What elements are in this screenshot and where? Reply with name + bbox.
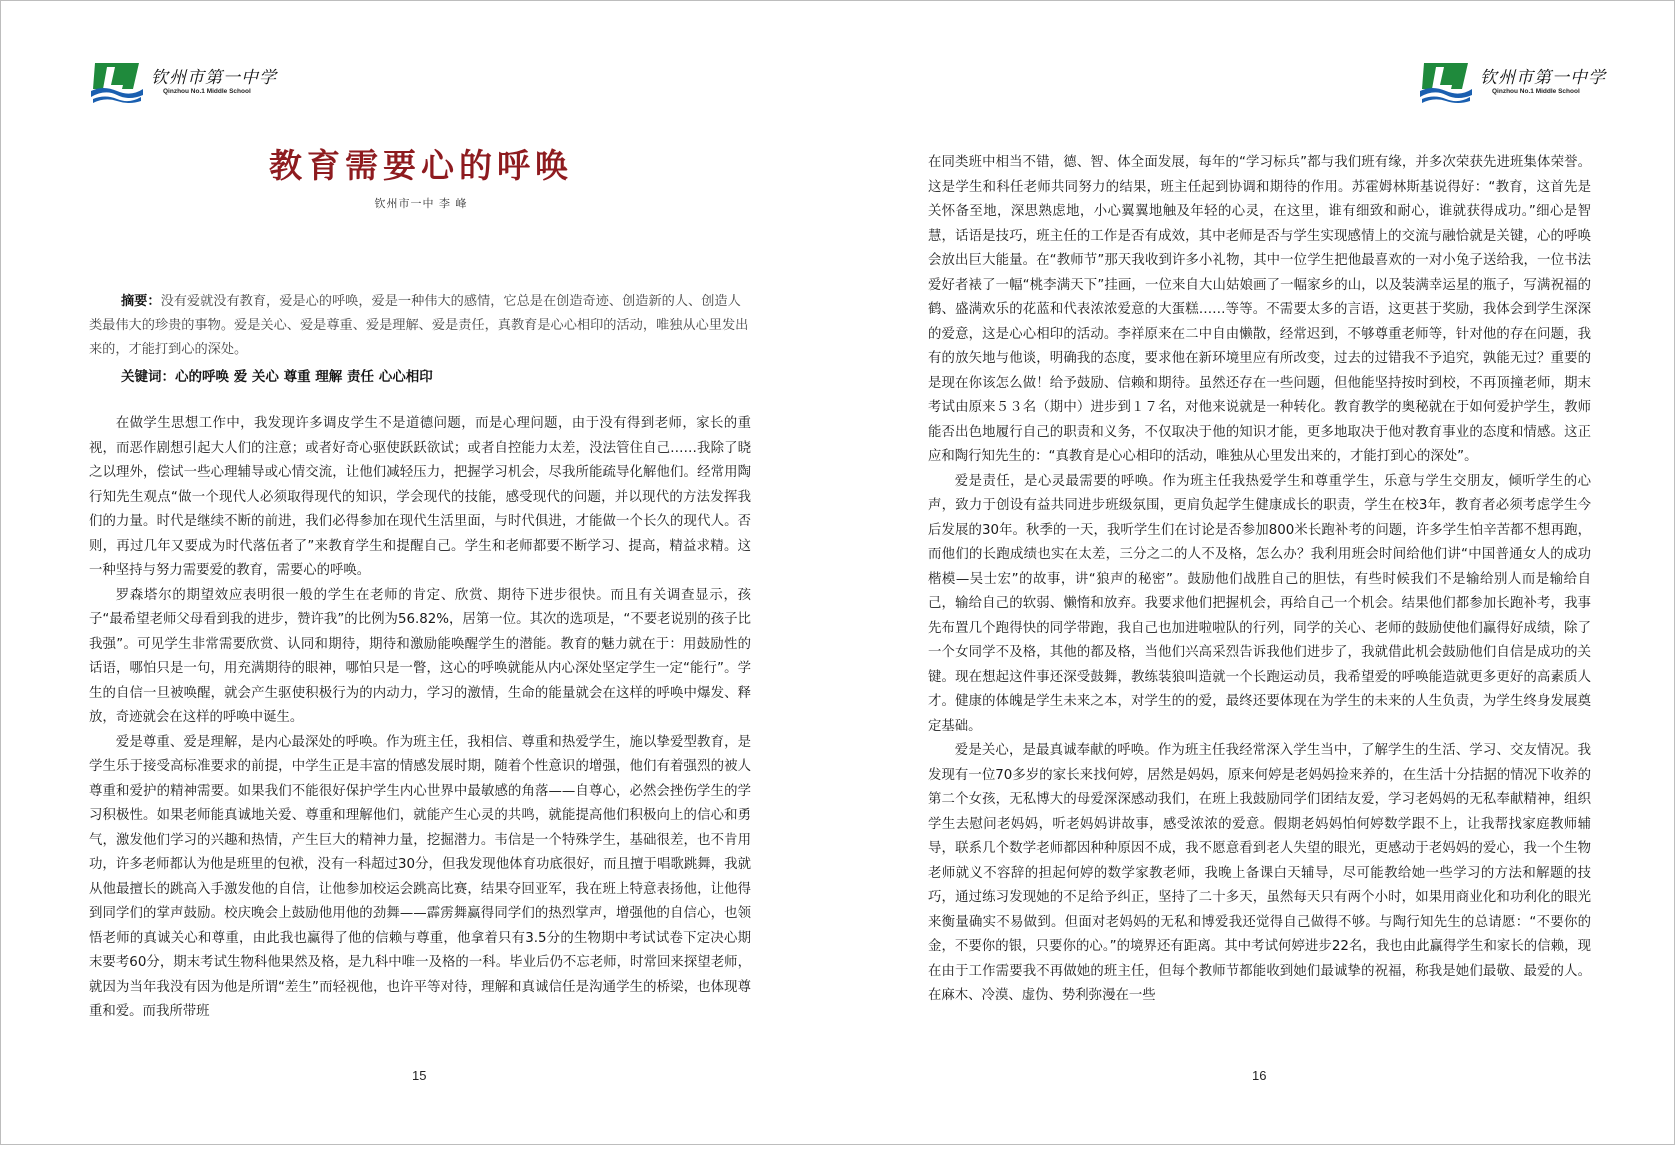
school-logo	[1418, 59, 1606, 105]
page-number-left: 15	[412, 1068, 427, 1083]
article-author: 钦州市一中 李 峰	[374, 197, 468, 210]
school-emblem-icon	[89, 59, 145, 105]
paragraph: 爱是责任，是心灵最需要的呼唤。作为班主任我热爱学生和尊重学生，乐意与学生交朋友，倾听学生的心声，致力于创设有益共同进步班级氛围，更肩负起学生健康成长的职责，学生在校3年，教育者必须考虑学生今后发展的30年。秋季的一天，我听学生们在讨论是否参加800米长跑补考的问题，许多学生怕辛苦都不想再跑，而他们的长跑成绩也实在太差，三分之二的人不及格，怎么办？我利用班会时间给他们讲“中国普通女人的成功楷模—吴士宏”的故事，讲“狼声的秘密”。鼓励他们战胜自己的胆怯，有些时候我们不是输给别人而是输给自己，输给自己的软弱、懒惰和放弃。我要求他们把握机会，再给自己一个机会。结果他们都参加长跑补考，我事先布置几个跑得快的同学带跑，我自己也加进啦啦队的行列，同学的关心、老师的鼓励使他们赢得好成绩，除了一个女同学不及格，其他的都及格，当他们兴高采烈告诉我他们进步了，我就借此机会鼓励他们自信是成功的关键。现在想起这件事还深受鼓舞，教练装狼叫造就一个长跑运动员，我希望爱的呼唤能造就更多更好的高素质人才。健康的体魄是学生未来之本，对学生的的爱，最终还要体现在为学生的未来的人生负责，为学生终身发展奠定基础。	[928, 473, 1591, 734]
left-page	[1, 1, 838, 1144]
paragraph: 在做学生思想工作中，我发现许多调皮学生不是道德问题，而是心理问题，由于没有得到老师，家长的重视，而恶作剧想引起大人们的注意；或者好奇心驱使跃跃欲试；或者自控能力太差，没法管住自己……我除了晓之以理外，偿试一些心理辅导或心情交流，让他们减轻压力，把握学习机会，尽我所能疏导化解他们。经常用陶行知先生观点“做一个现代人必须取得现代的知识，学会现代的技能，感受现代的问题，并以现代的方法发挥我们的力量。时代是继续不断的前进，我们必得参加在现代生活里面，与时代俱进，才能做一个长久的现代人。否则，再过几年又要成为时代落伍者了”来教育学生和提醒自己。学生和老师都要不断学习、提高，精益求精。这一种坚持与努力需要爱的教育，需要心的呼唤。	[89, 416, 751, 578]
abstract-text: 没有爱就没有教育，爱是心的呼唤，爱是一种伟大的感情，它总是在创造奇迹、创造新的人、创造人类最伟大的珍贵的事物。爱是关心、爱是尊重、爱是理解、爱是责任，真教育是心心相印的活动，唯独从心里发出来的，才能打到心的深处。	[89, 294, 749, 357]
paragraph: 爱是尊重、爱是理解，是内心最深处的呼唤。作为班主任，我相信、尊重和热爱学生，施以挚爱型教育，是学生乐于接受高标准要求的前提，中学生正是丰富的情感发展时期，随着个性意识的增强，他们有着强烈的被人尊重和爱护的精神需要。如果我们不能很好保护学生内心世界中最敏感的角落——自尊心，必然会挫伤学生的学习积极性。如果老师能真诚地关爱、尊重和理解他们，就能产生心灵的共鸣，就能提高他们积极向上的信心和勇气，激发他们学习的兴趣和热情，产生巨大的精神力量，挖掘潜力。韦信是一个特殊学生，基础很差，也不肯用功，许多老师都认为他是班里的包袱，没有一科超过30分，但我发现他体育功底很好，而且擅于唱歌跳舞，我就从他最擅长的跳高入手激发他的自信，让他参加校运会跳高比赛，结果夺回亚军，我在班上特意表扬他，让他得到同学们的掌声鼓励。校庆晚会上鼓励他用他的劲舞——霹雳舞赢得同学们的热烈掌声，增强他的自信心，也领悟老师的真诚关心和尊重，由此我也赢得了他的信赖与尊重，他拿着只有3.5分的生物期中考试试卷下定决心期末要考60分，期末考试生物科他果然及格，是九科中唯一及格的一科。毕业后仍不忘老师，时常回来探望老师，就因为当年我没有因为他是所谓“差生”而轻视他，也许平等对待，理解和真诚信任是沟通学生的桥梁，也体现尊重和爱。而我所带班	[89, 734, 751, 1019]
left-body-text	[89, 412, 751, 1025]
paragraph: 爱是关心，是最真诚奉献的呼唤。作为班主任我经常深入学生当中，了解学生的生活、学习、交友情况。我发现有一位70多岁的家长来找何婷，居然是妈妈，原来何婷是老妈妈捡来养的，在生活十分拮据的情况下收养的第二个女孩，无私博大的母爱深深感动我们，在班上我鼓励同学们团结友爱，学习老妈妈的无私奉献精神，组织学生去慰问老妈妈，听老妈妈讲故事，感受浓浓的爱意。假期老妈妈怕何婷数学跟不上，让我帮找家庭教师辅导，联系几个数学老师都因种种原因不成，我不愿意看到老人失望的眼光，更感动于老妈妈的爱心，我一个生物老师就义不容辞的担起何婷的数学家教老师，我晚上备课白天辅导，尽可能教给她一些学习的方法和解题的技巧，通过练习发现她的不足给予纠正，坚持了二十多天，虽然每天只有两个小时，如果用商业化和功利化的眼光来衡量确实不易做到。但面对老妈妈的无私和博爱我还觉得自己做得不够。与陶行知先生的总请愿：“不要你的金，不要你的银，只要你的心。”的境界还有距离。其中考试何婷进步22名，我也由此赢得学生和家长的信赖，现在由于工作需要我不再做她的班主任，但每个教师节都能收到她们最诚挚的祝福，称我是她们最敬、最爱的人。在麻木、冷漠、虚伪、势利弥漫在一些	[928, 743, 1591, 1003]
school-name-cn: 钦州市第一中学	[151, 68, 277, 88]
school-name-cn: 钦州市第一中学	[1480, 68, 1606, 88]
article-title: 教育需要心的呼唤	[269, 146, 573, 185]
school-name-en: Qinzhou No.1 Middle School	[163, 88, 251, 95]
abstract-label: 摘要：	[121, 294, 161, 309]
paragraph: 罗森塔尔的期望效应表明很一般的学生在老师的肯定、欣赏、期待下进步很快。而且有关调查显示，孩子“最希望老师父母看到我的进步，赞许我”的比例为56.82%，居第一位。其次的选项是，“不要老说别的孩子比我强”。可见学生非常需要欣赏、认同和期待，期待和激励能唤醒学生的潜能。教育的魅力就在于：用鼓励性的话语，哪怕只是一句，用充满期待的眼神，哪怕只是一瞥，这心的呼唤就能从内心深处坚定学生一定“能行”。学生的自信一旦被唤醒，就会产生驱使积极行为的内动力，学习的激情，生命的能量就会在这样的呼唤中爆发、释放，奇迹就会在这样的呼唤中诞生。	[89, 587, 751, 725]
school-logo	[89, 59, 277, 105]
page-number-right: 16	[1252, 1068, 1267, 1083]
right-page	[838, 1, 1676, 1144]
abstract	[89, 290, 751, 362]
right-body-text	[928, 151, 1591, 1009]
school-emblem-icon	[1418, 59, 1474, 105]
paragraph: 在同类班中相当不错，德、智、体全面发展，每年的“学习标兵”都与我们班有缘，并多次荣获先进班集体荣誉。这是学生和科任老师共同努力的结果，班主任起到协调和期待的作用。苏霍姆林斯基说得好：“教育，这首先是关怀备至地，深思熟虑地，小心翼翼地触及年轻的心灵，在这里，谁有细致和耐心，谁就获得成功。”细心是智慧，话语是技巧，班主任的工作是否有成效，其中老师是否与学生实现感情上的交流与融恰就是关键，心的呼唤会放出巨大能量。在“教师节”那天我收到许多小礼物，其中一位学生把他最喜欢的一对小兔子送给我，一位书法爱好者裱了一幅“桃李满天下”挂画，一位来自大山姑娘画了一幅家乡的山，以及装满幸运星的瓶子，写满祝福的鹤、盛满欢乐的花蓝和代表浓浓爱意的大蛋糕……等等。不需要太多的言语，这更甚于奖励，我体会到学生深深的爱意，这是心心相印的活动。李祥原来在二中自由懒散，经常迟到，不够尊重老师等，针对他的存在问题，我有的放矢地与他谈，明确我的态度，要求他在新环境里应有所改变，过去的过错我不予追究，孰能无过？重要的是现在你该怎么做！给予鼓励、信赖和期待。虽然还存在一些问题，但他能坚持按时到校，不再顶撞老师，期末考试由原来５３名（期中）进步到１７名，对他来说就是一种转化。教育教学的奥秘就在于如何爱护学生，教师能否出色地履行自己的职责和义务，不仅取决于他的知识才能，更多地取决于他对教育事业的态度和情感。这正应和陶行知先生的：“真教育是心心相印的活动，唯独从心里发出来的，才能打到心的深处”。	[928, 155, 1591, 464]
keywords: 关键词：心的呼唤 爱 关心 尊重 理解 责任 心心相印	[121, 369, 433, 385]
school-name-en: Qinzhou No.1 Middle School	[1492, 88, 1580, 95]
